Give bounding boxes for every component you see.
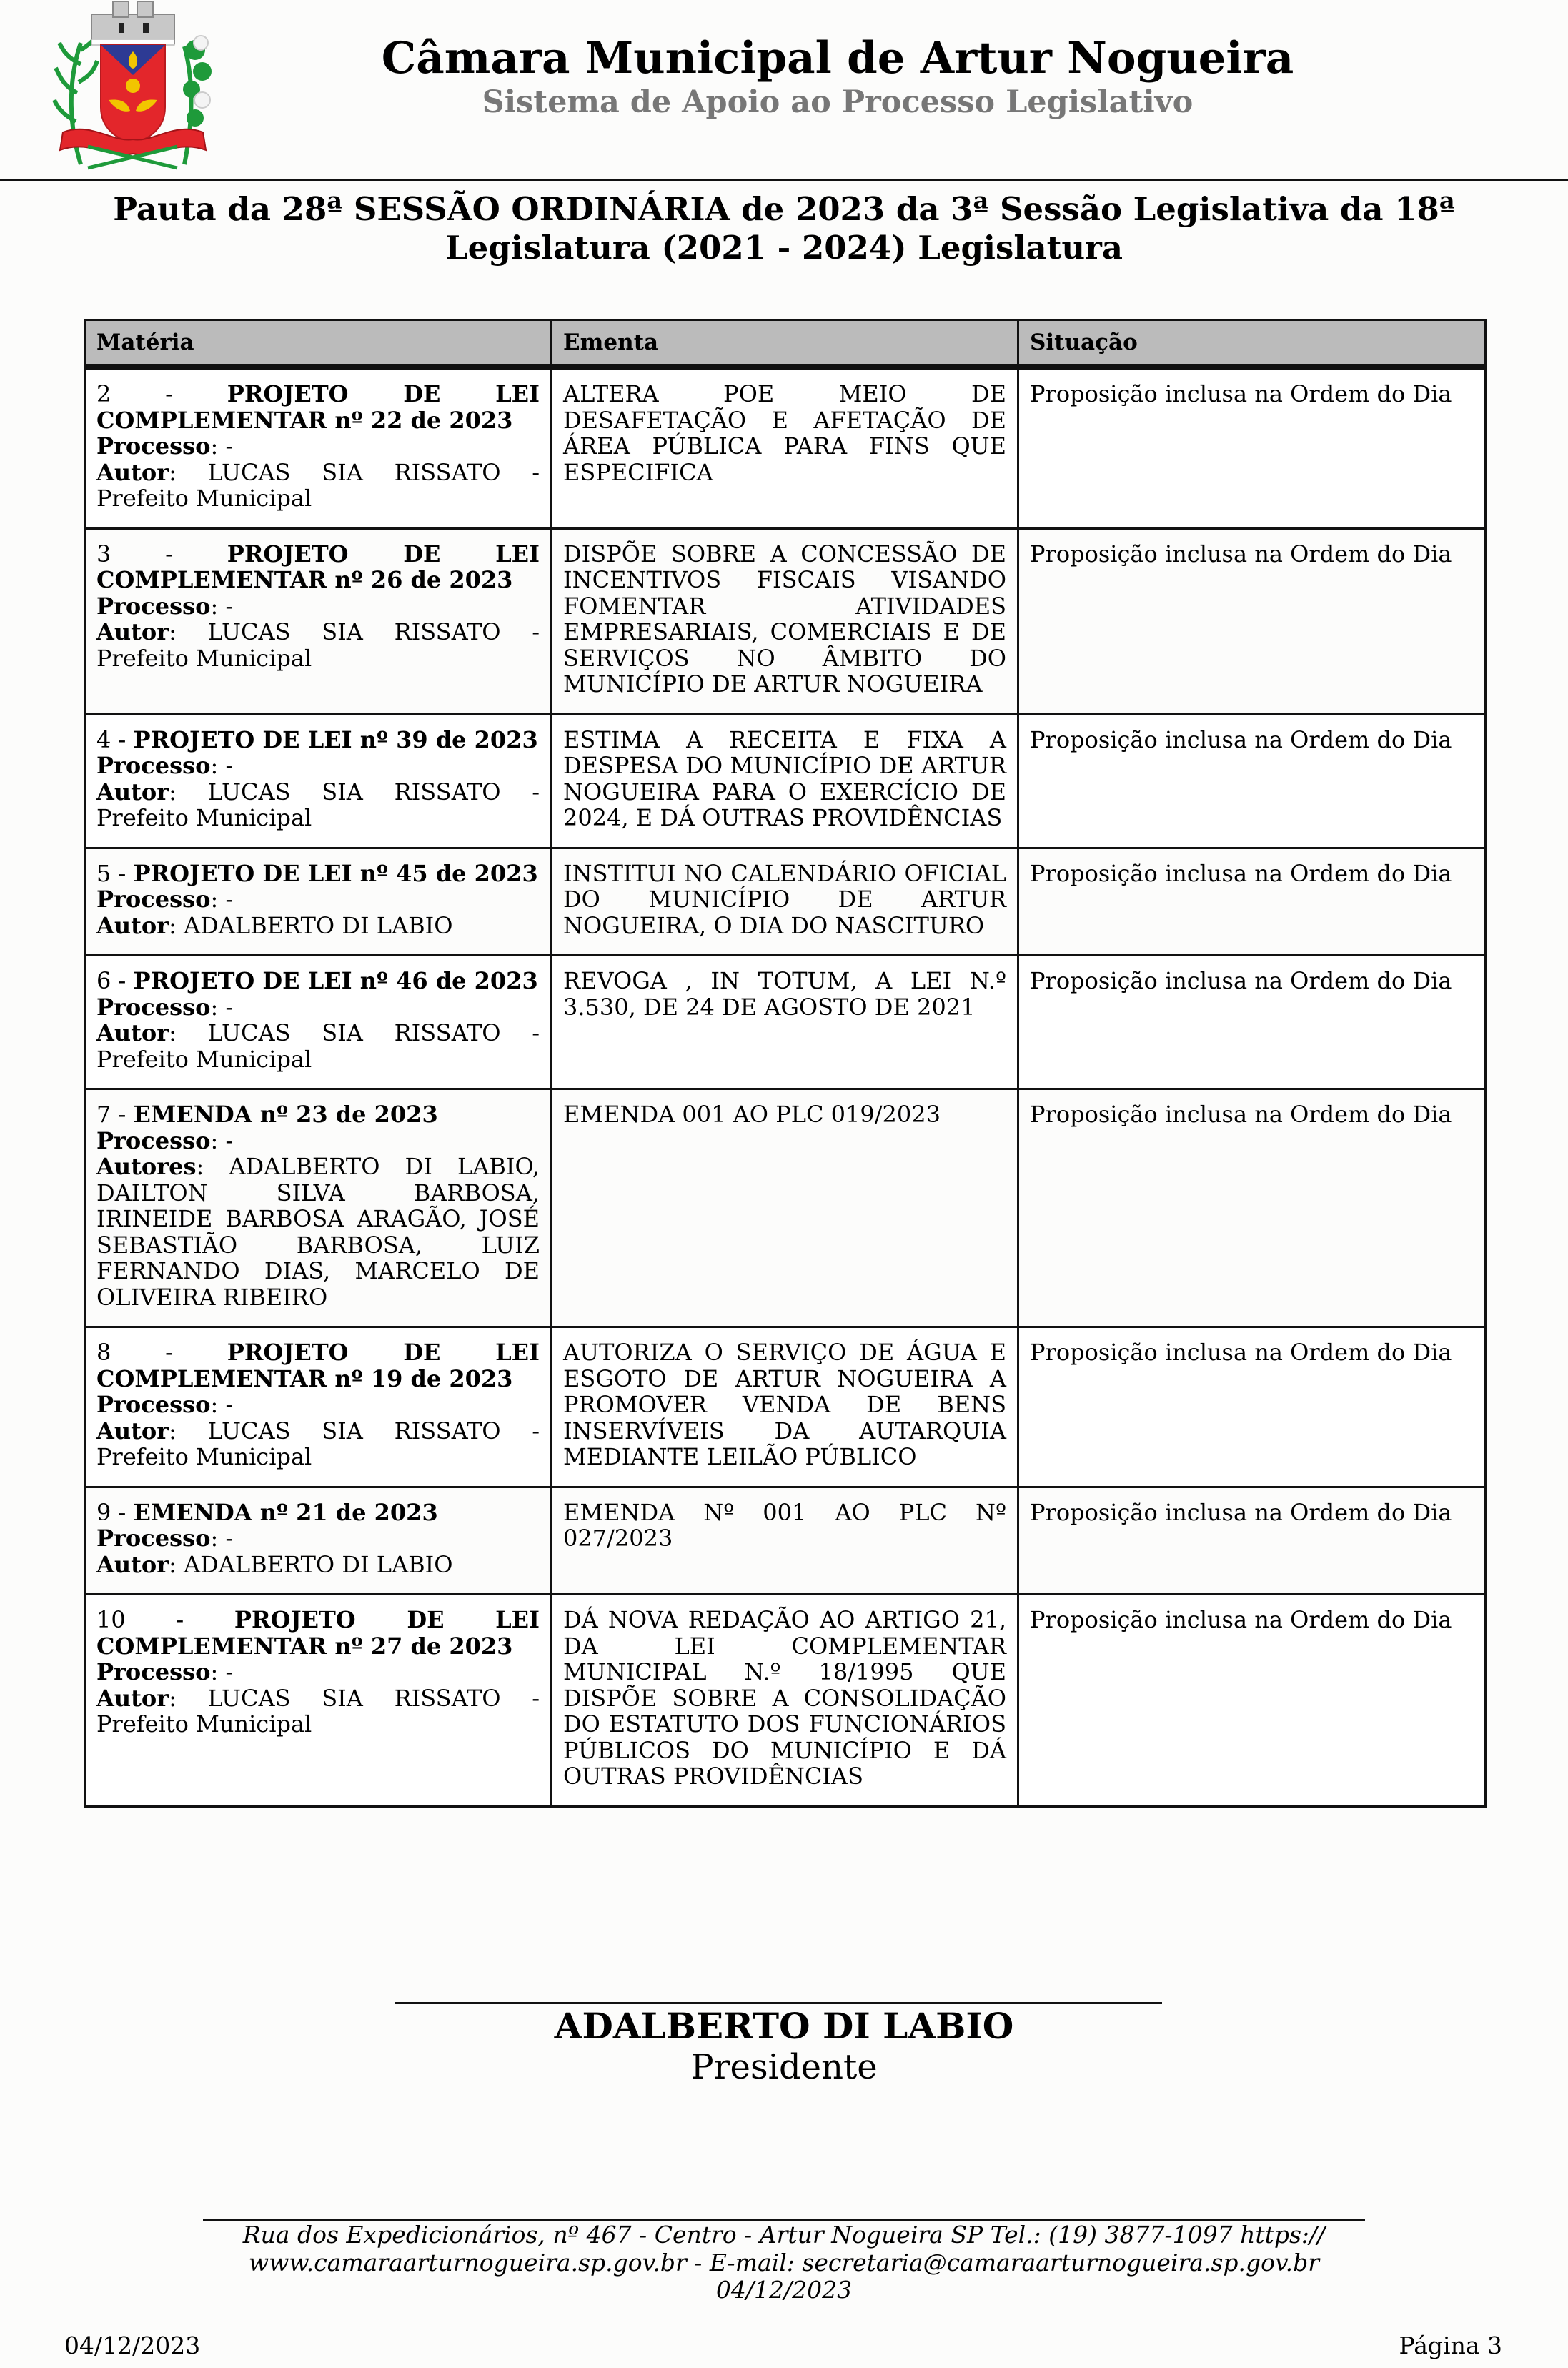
processo-label: Processo (96, 886, 211, 913)
situacao-cell: Proposição inclusa na Ordem do Dia (1018, 1487, 1486, 1595)
item-number: 6 (96, 967, 111, 994)
table-row (85, 528, 1486, 714)
item-title: PROJETO DE LEI nº 39 de 2023 (133, 725, 538, 753)
organization-title: Câmara Municipal de Artur Nogueira (381, 33, 1294, 84)
autor-label: Autor (96, 1417, 169, 1445)
ementa-cell: DISPÕE SOBRE A CONCESSÃO DE INCENTIVOS FISCAIS VISANDO FOMENTAR ATIVIDADES EMPRESARIAIS, COMERCIAIS E DE SERVIÇOS NO ÂMBITO DO MUNICÍPIO DE ARTUR NOGUEIRA (552, 528, 1018, 714)
autor-value: ADALBERTO DI LABIO (184, 911, 453, 939)
autor-value: LUCAS SIA RISSATO - Prefeito Municipal (96, 1019, 540, 1073)
header-divider (0, 179, 1568, 181)
signatory-name: ADALBERTO DI LABIO (554, 2005, 1014, 2047)
item-title: PROJETO DE LEI nº 45 de 2023 (133, 859, 538, 887)
processo-value: - (225, 432, 234, 460)
materia-cell: 9 - EMENDA nº 21 de 2023 Processo: - Autor: ADALBERTO DI LABIO (85, 1487, 552, 1595)
item-title: EMENDA nº 23 de 2023 (133, 1101, 438, 1128)
situacao-cell: Proposição inclusa na Ordem do Dia (1018, 528, 1486, 714)
autor-label: Autor (96, 458, 169, 486)
autor-label: Autor (96, 1550, 169, 1578)
item-title: PROJETO DE LEI COMPLEMENTAR nº 26 de 2023 (96, 540, 540, 593)
materia-cell: 7 - EMENDA nº 23 de 2023 Processo: - Autores: ADALBERTO DI LABIO, DAILTON SILVA BARBOSA, IRINEIDE BARBOSA ARAGÃO, JOSÉ SEBASTIÃO BARBOSA, LUIZ FERNANDO DIAS, MARCELO DE OLIVEIRA RIBEIRO (85, 1089, 552, 1327)
footer-address-line-3: 04/12/2023 (715, 2276, 853, 2304)
processo-value: - (225, 752, 234, 779)
processo-value: - (225, 886, 234, 913)
item-number: 4 (96, 725, 111, 753)
page-title-line-2: Legislatura (2021 - 2024) Legislatura (445, 229, 1123, 267)
processo-label: Processo (96, 432, 211, 460)
autor-value: LUCAS SIA RISSATO - Prefeito Municipal (96, 1684, 540, 1738)
page-number: Página 3 (1399, 2332, 1502, 2359)
materia-cell: 10 - PROJETO DE LEI COMPLEMENTAR nº 27 de 2023 Processo: - Autor: LUCAS SIA RISSATO - Prefeito Municipal (85, 1595, 552, 1807)
processo-label: Processo (96, 1126, 211, 1154)
autor-value: ADALBERTO DI LABIO (184, 1550, 453, 1578)
situacao-cell: Proposição inclusa na Ordem do Dia (1018, 1089, 1486, 1327)
autor-value: LUCAS SIA RISSATO - Prefeito Municipal (96, 778, 540, 831)
situacao-cell: Proposição inclusa na Ordem do Dia (1018, 848, 1486, 956)
materia-cell: 8 - PROJETO DE LEI COMPLEMENTAR nº 19 de 2023 Processo: - Autor: LUCAS SIA RISSATO - Prefeito Municipal (85, 1327, 552, 1487)
footer-address (203, 2221, 1365, 2304)
table-row (85, 956, 1486, 1089)
processo-label: Processo (96, 1525, 211, 1552)
item-number: 9 (96, 1498, 111, 1526)
item-title: PROJETO DE LEI COMPLEMENTAR nº 19 de 2023 (96, 1339, 540, 1392)
table-row (85, 714, 1486, 848)
situacao-cell: Proposição inclusa na Ordem do Dia (1018, 1595, 1486, 1807)
agenda-table (84, 319, 1487, 1808)
column-header-materia: Matéria (85, 320, 552, 367)
autor-value: LUCAS SIA RISSATO - Prefeito Municipal (96, 458, 540, 512)
table-row (85, 1089, 1486, 1327)
table-row (85, 1487, 1486, 1595)
ementa-cell: INSTITUI NO CALENDÁRIO OFICIAL DO MUNICÍPIO DE ARTUR NOGUEIRA, O DIA DO NASCITURO (552, 848, 1018, 956)
situacao-cell: Proposição inclusa na Ordem do Dia (1018, 714, 1486, 848)
item-number: 2 (96, 380, 111, 407)
table-row (85, 1327, 1486, 1487)
item-title: PROJETO DE LEI COMPLEMENTAR nº 27 de 2023 (96, 1606, 540, 1660)
item-number: 7 (96, 1101, 111, 1128)
autor-value: ADALBERTO DI LABIO, DAILTON SILVA BARBOSA, IRINEIDE BARBOSA ARAGÃO, JOSÉ SEBASTIÃO BARBOSA, LUIZ FERNANDO DIAS, MARCELO DE OLIVEIRA RIBEIRO (96, 1153, 540, 1311)
processo-value: - (225, 1525, 234, 1552)
ementa-cell: AUTORIZA O SERVIÇO DE ÁGUA E ESGOTO DE ARTUR NOGUEIRA A PROMOVER VENDA DE BENS INSERVÍVEIS DA AUTARQUIA MEDIANTE LEILÃO PÚBLICO (552, 1327, 1018, 1487)
ementa-cell: REVOGA , IN TOTUM, A LEI N.º 3.530, DE 24 DE AGOSTO DE 2021 (552, 956, 1018, 1089)
autor-label: Autor (96, 618, 169, 645)
autor-label: Autor (96, 911, 169, 939)
signature-line (395, 2002, 1162, 2004)
footer-address-line-1: Rua dos Expedicionários, nº 467 - Centro - Artur Nogueira SP Tel.: (19) 3877-1097 https:// (242, 2221, 1326, 2249)
item-number: 3 (96, 540, 111, 568)
ementa-cell: EMENDA Nº 001 AO PLC Nº 027/2023 (552, 1487, 1018, 1595)
table-row (85, 367, 1486, 528)
table-header-row (85, 320, 1486, 367)
autor-label: Autor (96, 1019, 169, 1046)
item-title: PROJETO DE LEI nº 46 de 2023 (133, 967, 538, 994)
column-header-ementa: Ementa (552, 320, 1018, 367)
table-row (85, 1595, 1486, 1807)
ementa-cell: EMENDA 001 AO PLC 019/2023 (552, 1089, 1018, 1327)
materia-cell: 6 - PROJETO DE LEI nº 46 de 2023 Processo: - Autor: LUCAS SIA RISSATO - Prefeito Municipal (85, 956, 552, 1089)
processo-value: - (225, 993, 234, 1021)
item-number: 5 (96, 859, 111, 887)
table-row (85, 848, 1486, 956)
situacao-cell: Proposição inclusa na Ordem do Dia (1018, 1327, 1486, 1487)
item-title: EMENDA nº 21 de 2023 (133, 1498, 438, 1526)
ementa-cell: ALTERA POE MEIO DE DESAFETAÇÃO E AFETAÇÃO DE ÁREA PÚBLICA PARA FINS QUE ESPECIFICA (552, 367, 1018, 528)
processo-label: Processo (96, 1391, 211, 1418)
autor-label: Autor (96, 1684, 169, 1712)
processo-label: Processo (96, 592, 211, 620)
processo-label: Processo (96, 993, 211, 1021)
item-title: PROJETO DE LEI COMPLEMENTAR nº 22 de 2023 (96, 380, 540, 434)
ementa-cell: ESTIMA A RECEITA E FIXA A DESPESA DO MUNICÍPIO DE ARTUR NOGUEIRA PARA O EXERCÍCIO DE 2024, E DÁ OUTRAS PROVIDÊNCIAS (552, 714, 1018, 848)
footer-address-line-2: www.camaraarturnogueira.sp.gov.br - E-mail: secretaria@camaraarturnogueira.sp.gov.br (248, 2248, 1320, 2277)
materia-cell: 4 - PROJETO DE LEI nº 39 de 2023 Processo: - Autor: LUCAS SIA RISSATO - Prefeito Municipal (85, 714, 552, 848)
page-title (71, 190, 1497, 267)
autor-value: LUCAS SIA RISSATO - Prefeito Municipal (96, 618, 540, 672)
autor-label: Autores (96, 1153, 197, 1180)
organization-subtitle: Sistema de Apoio ao Processo Legislativo (482, 84, 1194, 120)
materia-cell: 3 - PROJETO DE LEI COMPLEMENTAR nº 26 de 2023 Processo: - Autor: LUCAS SIA RISSATO - Prefeito Municipal (85, 528, 552, 714)
processo-label: Processo (96, 1658, 211, 1685)
processo-value: - (225, 592, 234, 620)
processo-value: - (225, 1391, 234, 1418)
autor-value: LUCAS SIA RISSATO - Prefeito Municipal (96, 1417, 540, 1470)
column-header-situacao: Situação (1018, 320, 1486, 367)
print-date: 04/12/2023 (64, 2332, 201, 2359)
processo-label: Processo (96, 752, 211, 779)
item-number: 10 (96, 1606, 126, 1633)
page-title-line-1: Pauta da 28ª SESSÃO ORDINÁRIA de 2023 da 3ª Sessão Legislativa da 18ª (113, 190, 1455, 228)
processo-value: - (225, 1658, 234, 1685)
item-number: 8 (96, 1339, 111, 1366)
situacao-cell: Proposição inclusa na Ordem do Dia (1018, 367, 1486, 528)
materia-cell: 5 - PROJETO DE LEI nº 45 de 2023 Processo: - Autor: ADALBERTO DI LABIO (85, 848, 552, 956)
autor-label: Autor (96, 778, 169, 806)
signatory-role: Presidente (690, 2047, 878, 2087)
situacao-cell: Proposição inclusa na Ordem do Dia (1018, 956, 1486, 1089)
materia-cell: 2 - PROJETO DE LEI COMPLEMENTAR nº 22 de 2023 Processo: - Autor: LUCAS SIA RISSATO - Prefeito Municipal (85, 367, 552, 528)
ementa-cell: DÁ NOVA REDAÇÃO AO ARTIGO 21, DA LEI COMPLEMENTAR MUNICIPAL N.º 18/1995 QUE DISPÕE SOBRE A CONSOLIDAÇÃO DO ESTATUTO DOS FUNCIONÁRIOS PÚBLICOS DO MUNICÍPIO E DÁ OUTRAS PROVIDÊNCIAS (552, 1595, 1018, 1807)
processo-value: - (225, 1126, 234, 1154)
